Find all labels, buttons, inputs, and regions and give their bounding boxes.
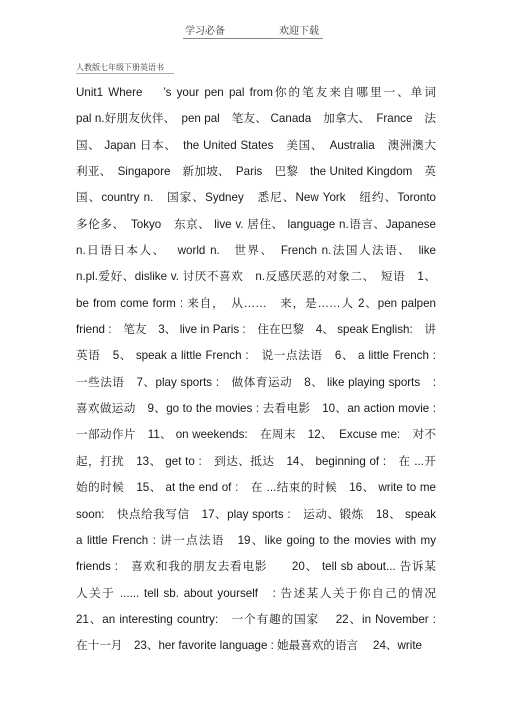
text-line: 利亚、 Singapore 新加坡、 Paris 巴黎 the United Kingdom 英 xyxy=(76,165,436,179)
text-line: soon: 快点给我写信 17、play sports : 运动、锻炼 18、 speak xyxy=(76,507,436,521)
text-line: n.日语日本人、 world n. 世界、 French n.法国人法语、 like xyxy=(76,244,436,258)
text-line: 一些法语 7、play sports : 做体育运动 8、 like playing sports : xyxy=(76,375,436,389)
header-divider xyxy=(183,38,323,39)
text-line: friends : 喜欢和我的朋友去看电影 20、 tell sb about... 告诉某 xyxy=(76,560,436,574)
text-line: 国、 Japan 日本、 the United States 美国、 Australia 澳洲澳大 xyxy=(76,138,436,152)
text-line: 一部动作片 11、 on weekends: 在周末 12、 Excuse me: 对不 xyxy=(76,428,436,442)
text-line: 21、an interesting country: 一个有趣的国家 22、in November : xyxy=(76,612,436,626)
header-right-text: 欢迎下载 xyxy=(279,26,319,37)
text-line: be from come form : 来自， 从…… 来，是……人 2、pen palpen xyxy=(76,296,436,310)
text-line: 在十一月 23、her favorite language : 她最喜欢的语言 24、write xyxy=(76,639,422,653)
text-line: Unit1 Where ’s your pen pal from你的笔友来自哪里一、单词 xyxy=(76,86,436,99)
title-underline xyxy=(76,73,174,74)
page-header xyxy=(0,22,505,36)
document-title: 人教版七年级下册英语书 xyxy=(76,63,164,72)
document-body xyxy=(76,80,436,660)
text-line: n.pl.爱好、dislike v. 讨厌不喜欢 n.反感厌恶的对象二、 短语 1、 xyxy=(76,270,436,284)
text-line: pal n.好朋友伙伴、 pen pal 笔友、 Canada 加拿大、 France 法 xyxy=(76,112,436,126)
text-line: 多伦多、 Tokyo 东京、 live v. 居住、 language n.语言、Japanese xyxy=(76,217,436,231)
text-line: 人关于 ...... tell sb. about yourself : 告述某人关于你自己的情况 xyxy=(76,586,436,600)
text-line: friend : 笔友 3、 live in Paris : 住在巴黎 4、 speak English: 讲 xyxy=(76,323,436,337)
text-line: 英语 5、 speak a little French : 说一点法语 6、 a little French : xyxy=(76,349,436,363)
text-line: 喜欢做运动 9、go to the movies : 去看电影 10、an action movie : xyxy=(76,402,436,416)
text-line: 起，打扰 13、 get to : 到达、抵达 14、 beginning of : 在 ...开 xyxy=(76,454,436,468)
text-line: 国、country n. 国家、Sydney 悉尼、New York 纽约、Toronto xyxy=(76,191,436,205)
header-left-text: 学习必备 xyxy=(185,26,225,37)
text-line: 始的时候 15、 at the end of : 在 ...结束的时候 16、 write to me xyxy=(76,481,436,495)
text-line: a little French : 讲一点法语 19、like going to the movies with my xyxy=(76,533,436,547)
